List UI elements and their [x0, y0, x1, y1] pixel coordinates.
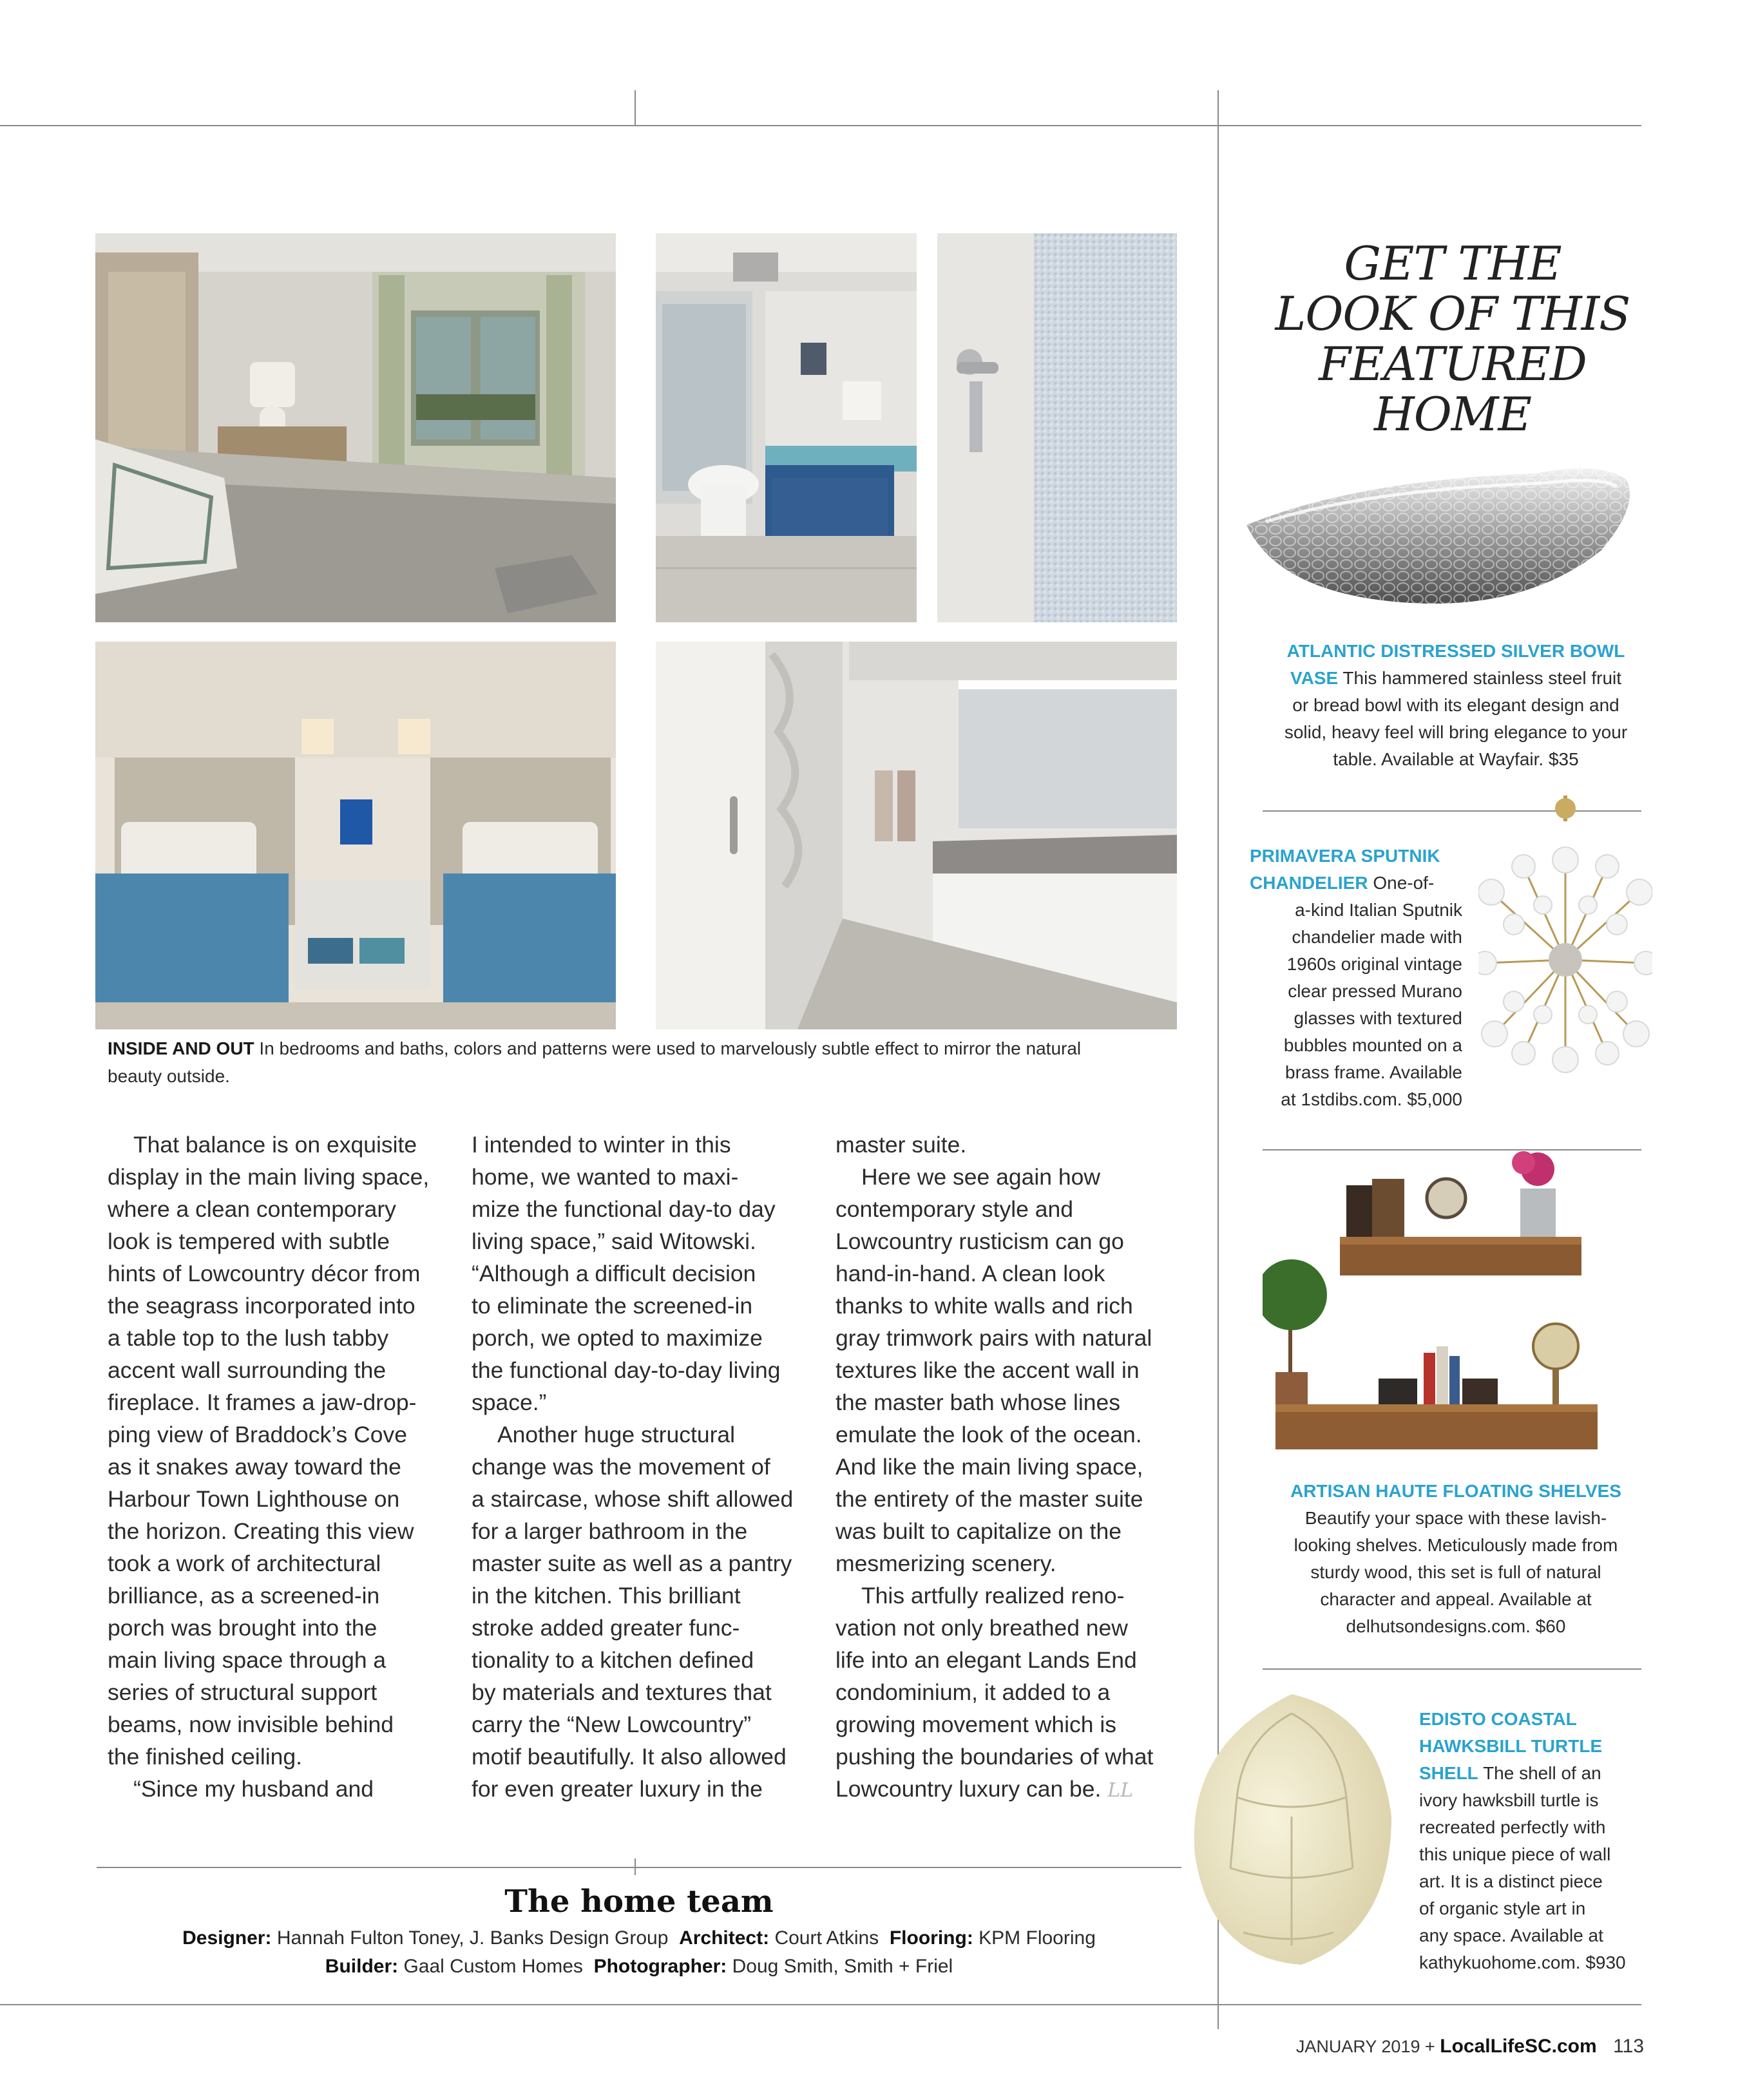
- bathroom-vanity-photo: [656, 233, 917, 622]
- floating-shelves-image: [1263, 1134, 1617, 1456]
- col2-line: to eliminate the screened-in: [472, 1293, 753, 1319]
- col2-line: by materials and textures that: [472, 1679, 772, 1705]
- team-rule: [97, 1867, 1181, 1868]
- folio-date: JANUARY 2019 +: [1295, 2037, 1435, 2056]
- sputnik-chandelier-image: [1478, 796, 1652, 1131]
- page-folio: [1296, 2036, 1644, 2057]
- col2-line: for even greater luxury in the: [472, 1776, 763, 1802]
- product-bowl-title: ATLANTIC DISTRESSED SILVER BOWL: [1286, 641, 1625, 661]
- col2-line: the functional day-to-day living: [472, 1357, 781, 1383]
- product-chandelier: [1250, 843, 1462, 1113]
- col2-line: I intended to winter in this: [472, 1132, 731, 1158]
- product-shelves: [1250, 1478, 1662, 1640]
- product-shelves-desc: delhutsondesigns.com. $60: [1346, 1616, 1566, 1636]
- product-turtle-desc: The shell of an: [1483, 1763, 1601, 1783]
- col1-line: “Since my husband and: [133, 1776, 374, 1802]
- col3-line: This artfully realized reno-: [861, 1583, 1125, 1608]
- photographer-value: Doug Smith, Smith + Friel: [732, 1956, 953, 1977]
- turtle-shell-image: [1185, 1688, 1398, 1971]
- end-mark: LL: [1107, 1779, 1134, 1802]
- product-chandelier-desc: glasses with textured: [1294, 1008, 1462, 1028]
- product-turtle: [1419, 1706, 1651, 1976]
- product-chandelier-desc: chandelier made with: [1292, 927, 1462, 947]
- col1-line: beams, now invisible behind: [108, 1712, 394, 1737]
- caption-text-1: In bedrooms and baths, colors and patterns were used to marvelously subtle effect to mirror the natural: [259, 1038, 1082, 1058]
- col3-line: Lowcountry rusticism can go: [836, 1228, 1124, 1254]
- builder-value: Gaal Custom Homes: [403, 1956, 583, 1977]
- sidebar-heading-line: FEATURED: [1319, 337, 1587, 391]
- master-bath-photo: [656, 642, 1177, 1029]
- col3-line: mesmerizing scenery.: [836, 1551, 1056, 1576]
- col1-line: porch was brought into the: [108, 1615, 377, 1641]
- photo-caption: [108, 1035, 1138, 1090]
- col1-line: ping view of Braddock’s Cove: [108, 1422, 408, 1447]
- caption-text-2: beauty outside.: [108, 1066, 230, 1086]
- sidebar-heading-line: HOME: [1373, 387, 1532, 441]
- col1-line: as it snakes away toward the: [108, 1454, 401, 1480]
- product-shelves-desc: character and appeal. Available at: [1320, 1589, 1592, 1609]
- designer-value: Hannah Fulton Toney, J. Banks Design Group: [276, 1927, 669, 1949]
- bedroom-photo: [95, 233, 616, 622]
- col3-line: was built to capitalize on the: [836, 1518, 1122, 1544]
- page-number: 113: [1613, 2036, 1644, 2057]
- product-chandelier-desc: clear pressed Murano: [1288, 981, 1462, 1001]
- col2-line: in the kitchen. This brilliant: [472, 1583, 741, 1608]
- col3-line: thanks to white walls and rich: [836, 1293, 1133, 1319]
- col2-line: porch, we opted to maximize: [472, 1325, 763, 1351]
- col2-line: mize the functional day-to day: [472, 1196, 776, 1222]
- bottom-rule: [0, 2004, 1641, 2005]
- col1-line: Harbour Town Lighthouse on: [108, 1486, 400, 1512]
- col3-line: Here we see again how: [861, 1164, 1100, 1190]
- col3-line: textures like the accent wall in: [836, 1357, 1140, 1383]
- product-chandelier-title: PRIMAVERA SPUTNIK: [1250, 846, 1440, 866]
- col3-line: condominium, it added to a: [836, 1679, 1111, 1705]
- col3-line: the entirety of the master suite: [836, 1486, 1143, 1512]
- col2-line: master suite as well as a pantry: [472, 1551, 792, 1576]
- col2-line: carry the “New Lowcountry”: [472, 1712, 752, 1737]
- col2-line: space.”: [472, 1389, 547, 1415]
- product-turtle-desc: this unique piece of wall: [1419, 1844, 1611, 1864]
- col3-line: contemporary style and: [836, 1196, 1073, 1222]
- col1-line: hints of Lowcountry décor from: [108, 1261, 421, 1286]
- product-chandelier-desc: a-kind Italian Sputnik: [1295, 900, 1462, 920]
- col1-line: brilliance, as a screened-in: [108, 1583, 380, 1608]
- col1-line: the finished ceiling.: [108, 1744, 302, 1770]
- sidebar-heading-line: GET THE: [1344, 236, 1561, 291]
- col3-line-last: [836, 1773, 1187, 1807]
- col1-line: That balance is on exquisite: [133, 1132, 417, 1158]
- top-rule: [0, 125, 1641, 126]
- product-bowl-title-2: VASE: [1290, 668, 1339, 688]
- builder-label: Builder:: [325, 1956, 399, 1977]
- product-chandelier-desc: One-of-: [1373, 873, 1435, 893]
- col3-line: gray trimwork pairs with natural: [836, 1325, 1152, 1351]
- silver-bowl-image: [1240, 454, 1639, 618]
- photographer-label: Photographer:: [593, 1956, 727, 1977]
- team-rule-tick: [635, 1858, 636, 1875]
- body-column-2: [472, 1129, 823, 1805]
- col2-line: living space,” said Witowski.: [472, 1228, 756, 1254]
- product-chandelier-desc: 1960s original vintage: [1286, 954, 1462, 974]
- col3-line: And like the main living space,: [836, 1454, 1143, 1480]
- twin-bedroom-photo: [95, 642, 616, 1029]
- col3-line: life into an elegant Lands End: [836, 1647, 1137, 1673]
- product-bowl-desc: solid, heavy feel will bring elegance to your: [1284, 722, 1628, 742]
- mosaic-shower-photo: [937, 233, 1177, 622]
- product-turtle-desc: any space. Available at: [1419, 1925, 1603, 1945]
- col3-line: emulate the look of the ocean.: [836, 1422, 1142, 1447]
- product-chandelier-desc: at 1stdibs.com. $5,000: [1281, 1089, 1462, 1109]
- product-turtle-title-2: HAWKSBILL TURTLE: [1419, 1736, 1603, 1756]
- product-chandelier-desc: bubbles mounted on a: [1283, 1035, 1462, 1055]
- col1-line: accent wall surrounding the: [108, 1357, 387, 1383]
- flooring-value: KPM Flooring: [979, 1927, 1096, 1949]
- product-turtle-desc: ivory hawksbill turtle is: [1419, 1790, 1599, 1810]
- sidebar-rule-3: [1263, 1668, 1641, 1670]
- col1-line: fireplace. It frames a jaw-drop-: [108, 1389, 417, 1415]
- col3-line: growing movement which is: [836, 1712, 1117, 1737]
- product-shelves-desc: looking shelves. Meticulously made from: [1294, 1535, 1618, 1555]
- col2-line: Another huge structural: [497, 1422, 736, 1447]
- sidebar-heading: [1227, 238, 1678, 439]
- product-turtle-desc: art. It is a distinct piece: [1419, 1871, 1603, 1891]
- product-shelves-desc: Beautify your space with these lavish-: [1304, 1508, 1607, 1528]
- body-column-3: [836, 1129, 1187, 1807]
- flooring-label: Flooring:: [889, 1927, 973, 1949]
- col1-line: look is tempered with subtle: [108, 1228, 390, 1254]
- col1-line: a table top to the lush tabby: [108, 1325, 389, 1351]
- col3-final-text: Lowcountry luxury can be.: [836, 1776, 1102, 1802]
- col3-line: vation not only breathed new: [836, 1615, 1128, 1641]
- home-team-title: The home team: [504, 1884, 774, 1920]
- col1-line: took a work of architectural: [108, 1551, 381, 1576]
- body-column-1: [108, 1129, 459, 1805]
- col1-line: display in the main living space,: [108, 1164, 430, 1190]
- col3-line: pushing the boundaries of what: [836, 1744, 1154, 1770]
- sidebar-heading-line: LOOK OF THIS: [1275, 287, 1630, 341]
- product-bowl-desc: table. Available at Wayfair. $35: [1333, 749, 1579, 769]
- column-divider-top: [635, 90, 636, 125]
- architect-label: Architect:: [679, 1927, 770, 1949]
- product-turtle-title-3: SHELL: [1419, 1763, 1478, 1783]
- col2-line: change was the movement of: [472, 1454, 770, 1480]
- col2-line: motif beautifully. It also allowed: [472, 1744, 787, 1770]
- product-shelves-title: ARTISAN HAUTE FLOATING SHELVES: [1290, 1481, 1621, 1501]
- product-turtle-desc: recreated perfectly with: [1419, 1817, 1606, 1837]
- product-bowl-desc: This hammered stainless steel fruit: [1342, 668, 1622, 688]
- product-bowl: [1250, 638, 1662, 773]
- col2-line: home, we wanted to maxi-: [472, 1164, 739, 1190]
- product-bowl-desc: or bread bowl with its elegant design and: [1292, 695, 1619, 715]
- designer-label: Designer:: [182, 1927, 272, 1949]
- col2-line: for a larger bathroom in the: [472, 1518, 748, 1544]
- product-turtle-desc: of organic style art in: [1419, 1898, 1586, 1918]
- col1-line: series of structural support: [108, 1679, 377, 1705]
- col1-line: where a clean contemporary: [108, 1196, 396, 1222]
- col2-line: a staircase, whose shift allowed: [472, 1486, 794, 1512]
- col2-line: “Although a difficult decision: [472, 1261, 756, 1286]
- col1-line: the seagrass incorporated into: [108, 1293, 415, 1319]
- caption-label: INSIDE AND OUT: [108, 1038, 254, 1058]
- col3-line: the master bath whose lines: [836, 1389, 1121, 1415]
- col3-line: master suite.: [836, 1132, 967, 1158]
- col1-line: the horizon. Creating this view: [108, 1518, 414, 1544]
- col3-line: hand-in-hand. A clean look: [836, 1261, 1105, 1286]
- col1-line: main living space through a: [108, 1647, 387, 1673]
- col2-line: tionality to a kitchen defined: [472, 1647, 754, 1673]
- product-turtle-desc: kathykuohome.com. $930: [1419, 1952, 1626, 1972]
- product-chandelier-desc: brass frame. Available: [1285, 1062, 1462, 1082]
- col2-line: stroke added greater func-: [472, 1615, 740, 1641]
- product-chandelier-title-2: CHANDELIER: [1250, 873, 1368, 893]
- home-team-credits-1: [97, 1923, 1181, 1953]
- home-team-credits-2: [97, 1952, 1181, 1981]
- folio-site: LocalLifeSC.com: [1440, 2036, 1597, 2057]
- architect-value: Court Atkins: [774, 1927, 879, 1949]
- product-shelves-desc: sturdy wood, this set is full of natural: [1310, 1562, 1601, 1582]
- product-turtle-title: EDISTO COASTAL: [1419, 1709, 1577, 1729]
